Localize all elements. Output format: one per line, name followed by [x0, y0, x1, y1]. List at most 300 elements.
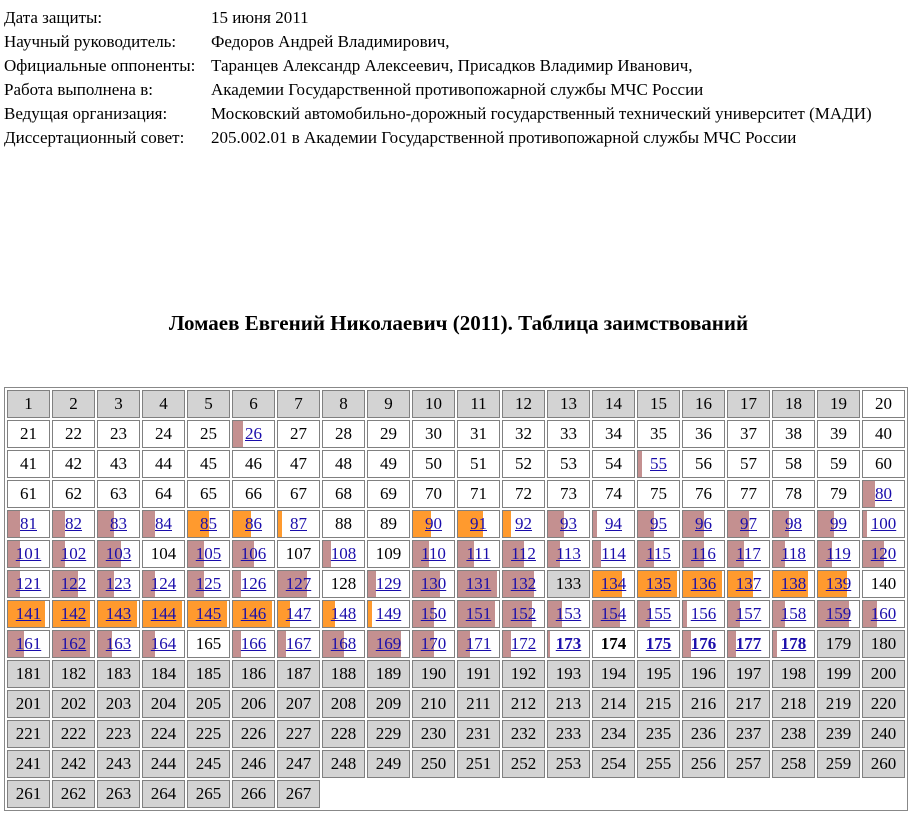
page-link[interactable]: 99: [830, 514, 847, 533]
borrowings-pages-table: [4, 387, 908, 811]
page-link[interactable]: 172: [510, 634, 537, 653]
page-link[interactable]: 87: [290, 514, 307, 533]
page-cell: [727, 720, 770, 748]
page-number: 236: [690, 724, 717, 743]
page-cell: [52, 780, 95, 808]
borrowing-share-bar: [638, 451, 642, 477]
page-cell[interactable]: [727, 510, 770, 538]
page-cell[interactable]: [862, 600, 905, 628]
page-link[interactable]: 173: [555, 634, 582, 653]
page-cell: [232, 390, 275, 418]
page-cell[interactable]: [412, 600, 455, 628]
page-cell[interactable]: [547, 510, 590, 538]
page-link[interactable]: 117: [736, 544, 761, 563]
page-number: 248: [330, 754, 357, 773]
page-number: 254: [600, 754, 627, 773]
page-link[interactable]: 149: [375, 604, 402, 623]
page-link[interactable]: 97: [740, 514, 757, 533]
page-link[interactable]: 138: [780, 574, 807, 593]
page-link[interactable]: 95: [650, 514, 667, 533]
page-number: 214: [600, 694, 627, 713]
page-link[interactable]: 146: [240, 604, 267, 623]
page-link[interactable]: 103: [105, 544, 132, 563]
page-cell[interactable]: [412, 510, 455, 538]
page-cell[interactable]: [862, 510, 905, 538]
page-cell[interactable]: [322, 600, 365, 628]
page-number: 213: [555, 694, 582, 713]
page-link[interactable]: 82: [65, 514, 82, 533]
page-cell: [772, 480, 815, 508]
page-cell[interactable]: [52, 600, 95, 628]
page-cell: [187, 420, 230, 448]
page-cell: [727, 690, 770, 718]
page-cell[interactable]: [142, 600, 185, 628]
page-cell[interactable]: [592, 540, 635, 568]
page-number: 226: [240, 724, 267, 743]
page-cell: [142, 390, 185, 418]
page-number: 265: [195, 784, 222, 803]
page-cell: [7, 390, 50, 418]
page-link[interactable]: 154: [600, 604, 627, 623]
page-link[interactable]: 143: [105, 604, 132, 623]
page-cell[interactable]: [187, 600, 230, 628]
page-number: 235: [645, 724, 672, 743]
page-number: 252: [510, 754, 537, 773]
page-cell[interactable]: [637, 540, 680, 568]
page-link[interactable]: 105: [195, 544, 222, 563]
page-cell[interactable]: [547, 630, 590, 658]
page-cell[interactable]: [7, 630, 50, 658]
page-number: 216: [690, 694, 717, 713]
page-link[interactable]: 177: [735, 634, 762, 653]
page-cell: [277, 660, 320, 688]
page-link[interactable]: 127: [285, 574, 312, 593]
page-link[interactable]: 158: [780, 604, 807, 623]
page-cell[interactable]: [232, 420, 275, 448]
page-link[interactable]: 147: [285, 604, 312, 623]
page-link[interactable]: 155: [645, 604, 672, 623]
empty-cell: [637, 780, 680, 808]
page-link[interactable]: 98: [785, 514, 802, 533]
page-cell[interactable]: [277, 630, 320, 658]
page-link[interactable]: 152: [510, 604, 537, 623]
page-link[interactable]: 171: [465, 634, 492, 653]
page-cell: [187, 720, 230, 748]
page-number: 50: [425, 454, 442, 473]
page-link[interactable]: 159: [825, 604, 852, 623]
borrowing-share-bar: [8, 511, 20, 537]
page-number: 6: [249, 394, 258, 413]
page-cell: [592, 690, 635, 718]
page-link[interactable]: 170: [420, 634, 447, 653]
page-cell[interactable]: [682, 570, 725, 598]
page-link[interactable]: 86: [245, 514, 262, 533]
page-cell[interactable]: [7, 510, 50, 538]
page-cell[interactable]: [772, 630, 815, 658]
page-cell: [637, 720, 680, 748]
page-cell: [682, 720, 725, 748]
info-value: Федоров Андрей Владимирович,: [211, 32, 450, 51]
pages-row: [7, 390, 905, 418]
page-link[interactable]: 136: [690, 574, 717, 593]
page-cell: [142, 720, 185, 748]
page-cell: [322, 450, 365, 478]
page-link[interactable]: 94: [605, 514, 622, 533]
info-row: [4, 78, 872, 102]
page-link[interactable]: 100: [870, 514, 897, 533]
info-row: [4, 126, 872, 150]
page-cell[interactable]: [52, 630, 95, 658]
page-number: 185: [195, 664, 222, 683]
page-number: 27: [290, 424, 307, 443]
page-cell: [772, 660, 815, 688]
page-number: 225: [195, 724, 222, 743]
page-cell[interactable]: [97, 630, 140, 658]
page-number: 227: [285, 724, 312, 743]
page-number: 64: [155, 484, 172, 503]
page-number: 189: [375, 664, 402, 683]
page-link[interactable]: 129: [375, 574, 402, 593]
page-number: 29: [380, 424, 397, 443]
page-link[interactable]: 137: [735, 574, 762, 593]
page-number: 57: [740, 454, 757, 473]
page-cell[interactable]: [502, 570, 545, 598]
page-link[interactable]: 156: [690, 604, 717, 623]
page-link[interactable]: 113: [556, 544, 581, 563]
page-cell: [142, 480, 185, 508]
page-cell[interactable]: [637, 450, 680, 478]
page-cell[interactable]: [322, 540, 365, 568]
page-number: 52: [515, 454, 532, 473]
page-cell[interactable]: [772, 540, 815, 568]
page-link[interactable]: 142: [60, 604, 87, 623]
page-link[interactable]: 151: [465, 604, 492, 623]
page-link[interactable]: 150: [420, 604, 447, 623]
page-link[interactable]: 116: [691, 544, 716, 563]
page-cell: [367, 390, 410, 418]
page-number: 262: [60, 784, 87, 803]
page-cell[interactable]: [682, 540, 725, 568]
page-link[interactable]: 84: [155, 514, 172, 533]
page-number: 21: [20, 424, 37, 443]
page-cell[interactable]: [817, 510, 860, 538]
pages-row: [7, 660, 905, 688]
page-link[interactable]: 83: [110, 514, 127, 533]
page-cell[interactable]: [772, 570, 815, 598]
page-cell[interactable]: [412, 540, 455, 568]
page-link[interactable]: 125: [195, 574, 222, 593]
page-cell[interactable]: [862, 480, 905, 508]
page-cell[interactable]: [7, 570, 50, 598]
page-cell[interactable]: [592, 510, 635, 538]
page-link[interactable]: 108: [330, 544, 357, 563]
page-cell[interactable]: [322, 630, 365, 658]
page-cell: [727, 660, 770, 688]
page-cell[interactable]: [97, 570, 140, 598]
page-cell[interactable]: [727, 570, 770, 598]
page-cell[interactable]: [187, 570, 230, 598]
page-cell[interactable]: [457, 570, 500, 598]
page-number: 66: [245, 484, 262, 503]
page-cell[interactable]: [52, 540, 95, 568]
page-cell[interactable]: [232, 570, 275, 598]
page-link[interactable]: 120: [870, 544, 897, 563]
page-cell[interactable]: [187, 540, 230, 568]
page-cell[interactable]: [367, 600, 410, 628]
page-link[interactable]: 101: [15, 544, 42, 563]
page-link[interactable]: 92: [515, 514, 532, 533]
page-link[interactable]: 122: [60, 574, 87, 593]
page-link[interactable]: 131: [465, 574, 492, 593]
page-cell: [547, 720, 590, 748]
page-link[interactable]: 175: [645, 634, 672, 653]
page-cell: [232, 450, 275, 478]
page-number: 184: [150, 664, 177, 683]
info-label: Официальные оппоненты:: [4, 56, 196, 75]
page-link[interactable]: 90: [425, 514, 442, 533]
page-cell: [277, 480, 320, 508]
page-link[interactable]: 135: [645, 574, 672, 593]
page-cell: [817, 420, 860, 448]
page-number: 71: [470, 484, 487, 503]
page-cell: [772, 450, 815, 478]
empty-cell: [322, 780, 365, 808]
page-cell[interactable]: [637, 570, 680, 598]
page-cell[interactable]: [727, 600, 770, 628]
page-cell[interactable]: [637, 510, 680, 538]
page-cell: [322, 660, 365, 688]
borrowing-share-bar: [503, 631, 511, 657]
page-number: 62: [65, 484, 82, 503]
page-link[interactable]: 55: [650, 454, 667, 473]
info-value: Таранцев Александр Алексеевич, Присадков Владимир Иванович,: [211, 56, 693, 75]
page-link[interactable]: 176: [690, 634, 717, 653]
page-number: 238: [780, 724, 807, 743]
page-number: 174: [600, 634, 627, 653]
page-cell: [277, 720, 320, 748]
page-cell[interactable]: [772, 600, 815, 628]
page-cell: [232, 750, 275, 778]
page-number: 263: [105, 784, 132, 803]
page-cell[interactable]: [232, 540, 275, 568]
empty-cell: [367, 780, 410, 808]
page-link[interactable]: 123: [105, 574, 132, 593]
page-cell[interactable]: [232, 600, 275, 628]
page-link[interactable]: 96: [695, 514, 712, 533]
page-link[interactable]: 178: [780, 634, 807, 653]
page-link[interactable]: 119: [826, 544, 851, 563]
page-cell[interactable]: [52, 570, 95, 598]
page-cell[interactable]: [547, 600, 590, 628]
page-cell[interactable]: [817, 570, 860, 598]
empty-cell: [682, 780, 725, 808]
page-cell: [772, 750, 815, 778]
page-cell[interactable]: [457, 540, 500, 568]
page-number: 38: [785, 424, 802, 443]
page-cell[interactable]: [52, 510, 95, 538]
page-cell[interactable]: [367, 630, 410, 658]
page-link[interactable]: 161: [15, 634, 42, 653]
empty-cell: [772, 780, 815, 808]
page-cell: [772, 720, 815, 748]
borrowing-share-bar: [368, 571, 376, 597]
page-link[interactable]: 141: [15, 604, 42, 623]
page-link[interactable]: 118: [781, 544, 806, 563]
page-link[interactable]: 160: [870, 604, 897, 623]
page-link[interactable]: 162: [60, 634, 87, 653]
page-number: 237: [735, 724, 762, 743]
page-cell: [772, 390, 815, 418]
page-link[interactable]: 110: [421, 544, 446, 563]
page-cell[interactable]: [502, 540, 545, 568]
page-cell: [412, 480, 455, 508]
page-link[interactable]: 145: [195, 604, 222, 623]
page-cell[interactable]: [232, 630, 275, 658]
info-label: Ведущая организация:: [4, 104, 168, 123]
page-cell[interactable]: [457, 630, 500, 658]
page-link[interactable]: 164: [150, 634, 177, 653]
page-link[interactable]: 114: [601, 544, 626, 563]
page-cell[interactable]: [592, 570, 635, 598]
page-cell[interactable]: [232, 510, 275, 538]
page-number: 256: [690, 754, 717, 773]
page-cell[interactable]: [7, 540, 50, 568]
page-cell: [7, 780, 50, 808]
page-cell[interactable]: [277, 510, 320, 538]
page-link[interactable]: 93: [560, 514, 577, 533]
page-number: 58: [785, 454, 802, 473]
page-number: 9: [384, 394, 393, 413]
page-cell[interactable]: [277, 600, 320, 628]
page-cell: [7, 690, 50, 718]
empty-cell: [817, 780, 860, 808]
page-cell[interactable]: [637, 600, 680, 628]
page-cell[interactable]: [817, 600, 860, 628]
page-cell[interactable]: [367, 570, 410, 598]
page-link[interactable]: 132: [510, 574, 537, 593]
page-cell: [457, 390, 500, 418]
page-cell[interactable]: [142, 630, 185, 658]
page-cell[interactable]: [682, 630, 725, 658]
page-number: 165: [195, 634, 222, 653]
page-cell[interactable]: [412, 630, 455, 658]
page-cell: [52, 690, 95, 718]
page-link[interactable]: 26: [245, 424, 262, 443]
page-link[interactable]: 166: [240, 634, 267, 653]
page-cell: [367, 450, 410, 478]
page-link[interactable]: 124: [150, 574, 177, 593]
page-cell: [187, 780, 230, 808]
page-cell[interactable]: [727, 540, 770, 568]
page-cell[interactable]: [592, 600, 635, 628]
page-cell[interactable]: [502, 630, 545, 658]
page-number: 133: [555, 574, 582, 593]
page-number: 260: [870, 754, 897, 773]
page-link[interactable]: 121: [15, 574, 42, 593]
page-cell[interactable]: [142, 570, 185, 598]
page-cell[interactable]: [187, 510, 230, 538]
page-cell: [457, 420, 500, 448]
page-number: 222: [60, 724, 87, 743]
page-cell: [727, 480, 770, 508]
page-link[interactable]: 111: [466, 544, 491, 563]
page-link[interactable]: 134: [600, 574, 627, 593]
page-number: 198: [780, 664, 807, 683]
page-link[interactable]: 163: [105, 634, 132, 653]
page-cell: [547, 450, 590, 478]
page-cell[interactable]: [862, 540, 905, 568]
page-cell[interactable]: [97, 600, 140, 628]
pages-row: [7, 630, 905, 658]
page-cell[interactable]: [7, 600, 50, 628]
page-link[interactable]: 169: [375, 634, 402, 653]
page-cell[interactable]: [772, 510, 815, 538]
page-link[interactable]: 144: [150, 604, 177, 623]
page-link[interactable]: 80: [875, 484, 892, 503]
page-link[interactable]: 102: [60, 544, 87, 563]
page-cell[interactable]: [682, 600, 725, 628]
page-link[interactable]: 115: [646, 544, 671, 563]
page-cell[interactable]: [97, 510, 140, 538]
page-cell: [682, 420, 725, 448]
page-link[interactable]: 139: [825, 574, 852, 593]
borrowing-share-bar: [728, 631, 736, 657]
page-link[interactable]: 130: [420, 574, 447, 593]
page-link[interactable]: 153: [555, 604, 582, 623]
page-cell: [457, 480, 500, 508]
page-link[interactable]: 126: [240, 574, 267, 593]
page-cell: [412, 420, 455, 448]
page-cell[interactable]: [457, 510, 500, 538]
page-number: 33: [560, 424, 577, 443]
page-number: 199: [825, 664, 852, 683]
page-number: 234: [600, 724, 627, 743]
page-link[interactable]: 85: [200, 514, 217, 533]
page-number: 255: [645, 754, 672, 773]
page-link[interactable]: 106: [240, 544, 267, 563]
page-cell[interactable]: [457, 600, 500, 628]
page-cell[interactable]: [502, 510, 545, 538]
page-cell[interactable]: [97, 540, 140, 568]
page-cell[interactable]: [637, 630, 680, 658]
page-cell: [727, 750, 770, 778]
page-cell: [592, 420, 635, 448]
page-cell: [52, 660, 95, 688]
page-number: 261: [15, 784, 42, 803]
page-cell[interactable]: [682, 510, 725, 538]
page-link[interactable]: 112: [511, 544, 536, 563]
page-link[interactable]: 167: [285, 634, 312, 653]
page-cell: [7, 420, 50, 448]
page-cell[interactable]: [502, 600, 545, 628]
page-link[interactable]: 91: [470, 514, 487, 533]
page-link[interactable]: 157: [735, 604, 762, 623]
page-cell[interactable]: [727, 630, 770, 658]
page-number: 79: [830, 484, 847, 503]
page-cell: [52, 450, 95, 478]
page-cell[interactable]: [817, 540, 860, 568]
page-link[interactable]: 148: [330, 604, 357, 623]
page-cell[interactable]: [142, 510, 185, 538]
page-cell[interactable]: [547, 540, 590, 568]
page-number: 201: [15, 694, 42, 713]
page-cell: [277, 750, 320, 778]
page-cell[interactable]: [277, 570, 320, 598]
page-cell[interactable]: [412, 570, 455, 598]
pages-row: [7, 720, 905, 748]
page-link[interactable]: 168: [330, 634, 357, 653]
page-link[interactable]: 81: [20, 514, 37, 533]
